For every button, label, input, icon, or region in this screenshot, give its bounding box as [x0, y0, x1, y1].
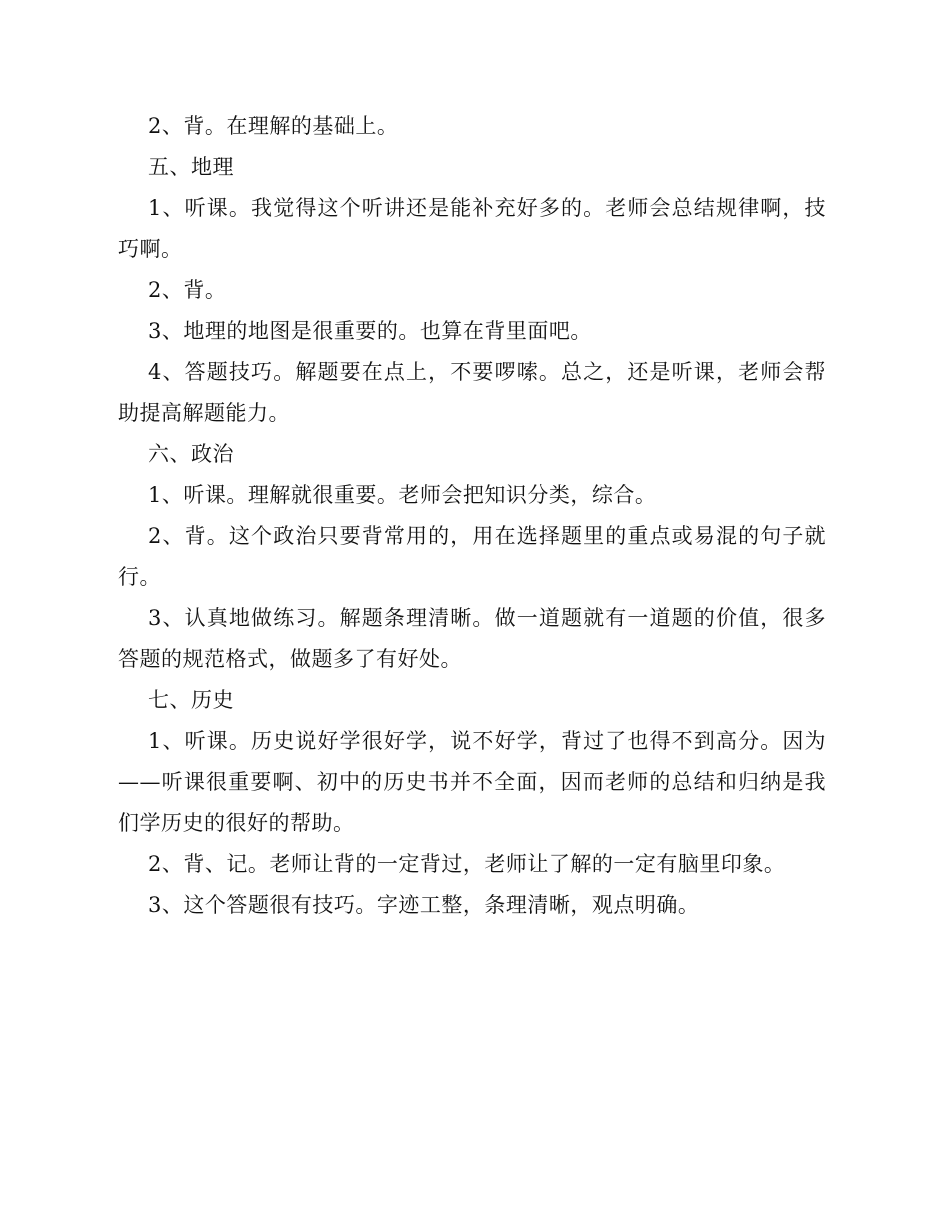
paragraph-geography-listen: 1、听课。我觉得这个听讲还是能补充好多的。老师会总结规律啊，技巧啊。	[118, 196, 826, 261]
document-body	[118, 106, 826, 926]
paragraph-geography-recite: 2、背。	[148, 278, 227, 302]
paragraph-recite-understanding: 2、背。在理解的基础上。	[148, 114, 399, 138]
paragraph-history-answer-skills: 3、这个答题很有技巧。字迹工整，条理清晰，观点明确。	[148, 893, 700, 917]
paragraph-politics-practice: 3、认真地做练习。解题条理清晰。做一道题就有一道题的价值，很多答题的规范格式，做题多了有好处。	[118, 606, 826, 671]
section-heading-history: 七、历史	[148, 688, 234, 712]
paragraph-history-recite: 2、背、记。老师让背的一定背过，老师让了解的一定有脑里印象。	[148, 852, 786, 876]
paragraph-history-listen: 1、听课。历史说好学很好学，说不好学，背过了也得不到高分。因为——听课很重要啊、初中的历史书并不全面，因而老师的总结和归纳是我们学历史的很好的帮助。	[118, 729, 826, 835]
paragraph-geography-maps: 3、地理的地图是很重要的。也算在背里面吧。	[148, 319, 592, 343]
paragraph-politics-listen: 1、听课。理解就很重要。老师会把知识分类，综合。	[148, 483, 657, 507]
section-heading-politics: 六、政治	[148, 442, 234, 466]
paragraph-politics-recite: 2、背。这个政治只要背常用的，用在选择题里的重点或易混的句子就行。	[118, 524, 826, 589]
paragraph-geography-answer-skills: 4、答题技巧。解题要在点上，不要啰嗦。总之，还是听课，老师会帮助提高解题能力。	[118, 360, 826, 425]
section-heading-geography: 五、地理	[148, 155, 234, 179]
